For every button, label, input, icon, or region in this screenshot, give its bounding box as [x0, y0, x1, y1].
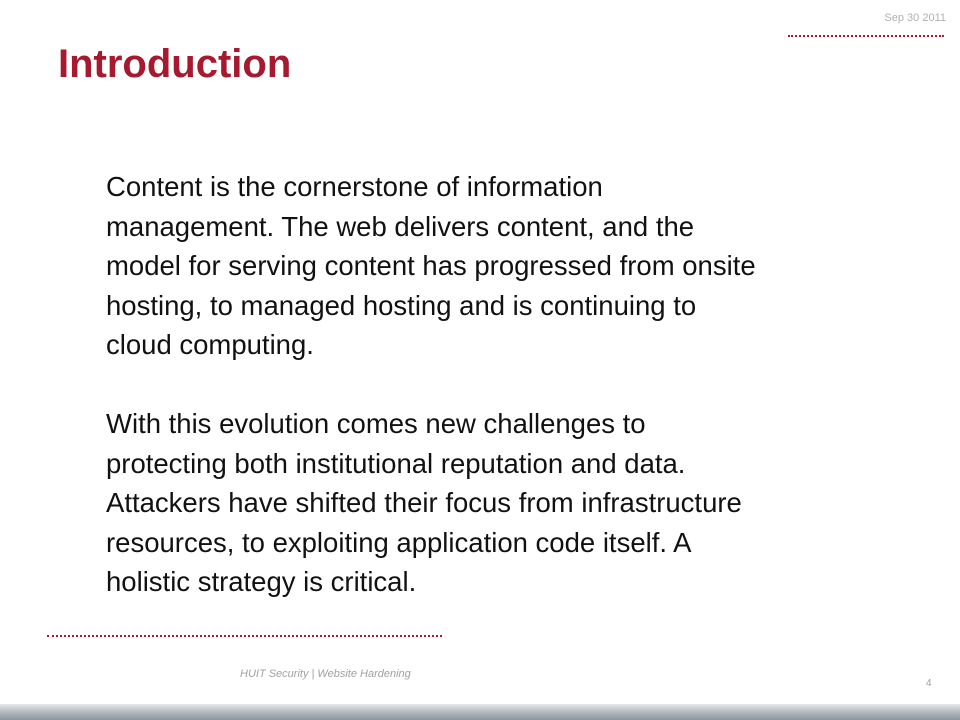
- top-dotted-divider: [788, 35, 944, 37]
- page-number: 4: [926, 678, 932, 689]
- slide-date: Sep 30 2011: [884, 12, 946, 24]
- slide-body: [106, 167, 846, 602]
- bottom-gradient-bar: [0, 704, 960, 720]
- slide-title: Introduction: [58, 42, 292, 86]
- body-paragraph-2: With this evolution comes new challenges to protecting both institutional reputation and data. Attackers have shifted their focus from infrastructure resources, to exploiting application code itself. A holistic strategy is critical.: [106, 408, 742, 597]
- body-paragraph-1: Content is the cornerstone of information management. The web delivers content, and the model for serving content has progressed from onsite hosting, to managed hosting and is continuing to cloud computing.: [106, 171, 756, 360]
- bottom-dotted-divider: [47, 635, 442, 637]
- slide-footer: HUIT Security | Website Hardening: [240, 668, 411, 680]
